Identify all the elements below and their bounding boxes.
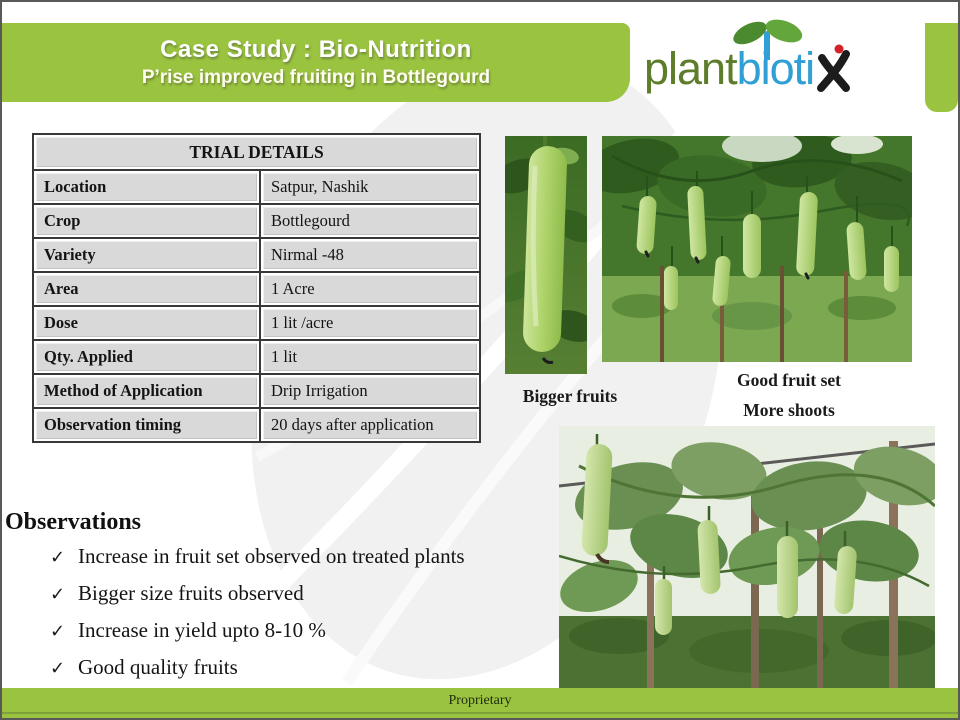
trial-details-table (32, 133, 481, 443)
list-item (50, 618, 465, 655)
row-label: Area (36, 275, 257, 303)
photo-good-fruit-set (602, 136, 912, 362)
logo-text-plant: plant (644, 43, 737, 94)
caption-good-fruit-set: Good fruit set (736, 370, 842, 390)
row-value: 20 days after application (263, 411, 477, 439)
table-row (33, 408, 480, 442)
list-item-text: Bigger size fruits observed (78, 581, 304, 605)
logo-text-bioti: bioti (736, 43, 815, 94)
list-item-text: Increase in fruit set observed on treated plants (78, 544, 465, 568)
logo-sprout-icon (728, 18, 806, 60)
table-header-row (33, 134, 480, 170)
row-value: Satpur, Nashik (263, 173, 477, 201)
logo-x-person-icon (814, 44, 854, 92)
row-label: Dose (36, 309, 257, 337)
logo (644, 34, 854, 98)
list-item-text: Increase in yield upto 8-10 % (78, 618, 326, 642)
footer-bar (2, 688, 958, 718)
page-subtitle: P’rise improved fruiting in Bottlegourd (141, 67, 491, 88)
list-item (50, 655, 465, 692)
right-green-tab (925, 23, 958, 112)
list-item (50, 581, 465, 618)
observations-list (50, 544, 465, 692)
check-icon: ✓ (50, 658, 66, 679)
caption-bigger-fruits: Bigger fruits (522, 386, 618, 406)
row-value: 1 lit (263, 343, 477, 371)
table-row (33, 306, 480, 340)
header-banner (2, 23, 630, 102)
observations-heading: Observations (5, 509, 142, 535)
row-value: 1 lit /acre (263, 309, 477, 337)
row-value: Drip Irrigation (263, 377, 477, 405)
row-label: Observation timing (36, 411, 257, 439)
row-value: Bottlegourd (263, 207, 477, 235)
check-icon: ✓ (50, 584, 66, 605)
table-row (33, 374, 480, 408)
table-row (33, 170, 480, 204)
page-title: Case Study : Bio-Nutrition (160, 36, 472, 63)
table-title: TRIAL DETAILS (36, 137, 477, 167)
row-label: Variety (36, 241, 257, 269)
row-label: Method of Application (36, 377, 257, 405)
table-row (33, 238, 480, 272)
row-label: Location (36, 173, 257, 201)
list-item-text: Good quality fruits (78, 655, 238, 679)
photo-bigger-fruits (505, 136, 587, 374)
caption-more-shoots: More shoots (743, 400, 835, 420)
row-label: Qty. Applied (36, 343, 257, 371)
check-icon: ✓ (50, 621, 66, 642)
table-row (33, 340, 480, 374)
check-icon: ✓ (50, 547, 66, 568)
row-value: Nirmal -48 (263, 241, 477, 269)
table-row (33, 204, 480, 238)
table-row (33, 272, 480, 306)
list-item (50, 544, 465, 581)
footer-text: Proprietary (448, 693, 512, 708)
photo-field (559, 426, 935, 692)
row-value: 1 Acre (263, 275, 477, 303)
row-label: Crop (36, 207, 257, 235)
